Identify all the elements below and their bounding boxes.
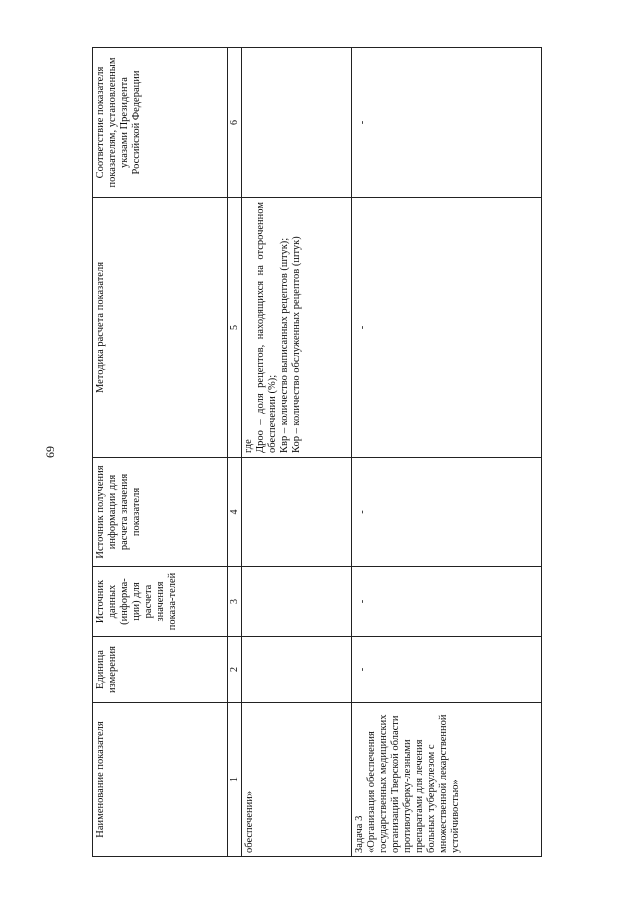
header-data-source: Источник данных (информа-ции) для расчета значения показа-телей [92,567,227,637]
column-number-1: 1 [227,703,241,857]
column-number-5: 5 [227,198,241,458]
row2-compliance: - [351,47,542,198]
row2-method: - [351,198,542,458]
indicator-table [92,47,542,857]
header-method: Методика расчета показателя [92,198,227,458]
header-info-source: Источник получения информации для расчета значения показателя [92,458,227,567]
row2-indicator-name: Задача 3 «Организация обеспечения государственных медицинских организаций Тверской области противотуберку-лезными препаратами для лечения больных туберкулезом с множественной лекарственной устойчивостью» [351,703,542,857]
row1-indicator-name: обеспечении» [241,703,351,857]
header-unit: Единица измерения [92,637,227,703]
row1-method [241,198,351,458]
method-line: Квр – количество выписанных рецептов (штук); [279,237,290,453]
row1-unit [241,637,351,703]
method-line: Дроо – доля рецептов, находящихся на отсроченном обеспечении (%); [255,202,278,453]
row2-unit: - [351,637,542,703]
column-number-6: 6 [227,47,241,198]
page-number: 69 [43,446,57,458]
column-number-4: 4 [227,458,241,567]
method-line: где [243,439,254,453]
row2-info-source: - [351,458,542,567]
header-indicator-name: Наименование показателя [92,703,227,857]
row1-compliance [241,47,351,198]
column-number-3: 3 [227,567,241,637]
method-line: Кор – количество обслуженных рецептов (штук) [291,236,302,453]
row1-info-source [241,458,351,567]
column-number-2: 2 [227,637,241,703]
row1-data-source [241,567,351,637]
row2-data-source: - [351,567,542,637]
header-compliance: Соответствие показателя показателям, установленным указами Президента Российской Федерации [92,47,227,198]
